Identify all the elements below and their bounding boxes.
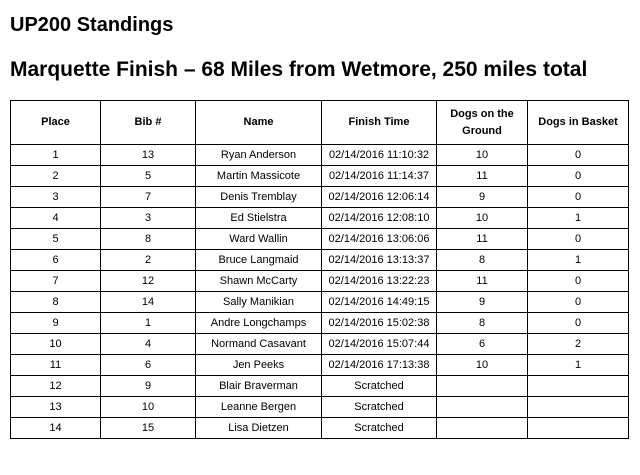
cell-name: Shawn McCarty — [196, 271, 322, 292]
cell-dogs-on-ground: 9 — [437, 292, 528, 313]
cell-name: Bruce Langmaid — [196, 250, 322, 271]
cell-place: 14 — [11, 418, 101, 439]
cell-dogs-in-basket — [528, 376, 629, 397]
cell-dogs-in-basket: 1 — [528, 355, 629, 376]
cell-dogs-in-basket: 0 — [528, 145, 629, 166]
cell-finish-time: 02/14/2016 11:14:37 — [322, 166, 437, 187]
cell-name: Denis Tremblay — [196, 187, 322, 208]
cell-name: Ed Stielstra — [196, 208, 322, 229]
table-header-row — [11, 101, 629, 145]
table-row — [11, 376, 629, 397]
cell-name: Ryan Anderson — [196, 145, 322, 166]
header-name: Name — [196, 101, 322, 145]
cell-name: Blair Braverman — [196, 376, 322, 397]
table-row — [11, 166, 629, 187]
cell-dogs-on-ground: 10 — [437, 208, 528, 229]
cell-place: 12 — [11, 376, 101, 397]
cell-bib: 13 — [101, 145, 196, 166]
cell-place: 11 — [11, 355, 101, 376]
cell-place: 1 — [11, 145, 101, 166]
cell-dogs-on-ground: 8 — [437, 250, 528, 271]
table-row — [11, 397, 629, 418]
cell-dogs-on-ground: 6 — [437, 334, 528, 355]
cell-dogs-on-ground: 11 — [437, 229, 528, 250]
cell-name: Jen Peeks — [196, 355, 322, 376]
cell-dogs-on-ground: 11 — [437, 166, 528, 187]
cell-name: Leanne Bergen — [196, 397, 322, 418]
table-row — [11, 145, 629, 166]
cell-place: 9 — [11, 313, 101, 334]
cell-name: Lisa Dietzen — [196, 418, 322, 439]
cell-dogs-in-basket: 0 — [528, 166, 629, 187]
cell-dogs-on-ground: 11 — [437, 271, 528, 292]
cell-finish-time: Scratched — [322, 397, 437, 418]
table-row — [11, 208, 629, 229]
cell-finish-time: 02/14/2016 14:49:15 — [322, 292, 437, 313]
table-row — [11, 229, 629, 250]
cell-finish-time: 02/14/2016 12:08:10 — [322, 208, 437, 229]
cell-place: 10 — [11, 334, 101, 355]
cell-place: 7 — [11, 271, 101, 292]
table-row — [11, 292, 629, 313]
cell-finish-time: 02/14/2016 13:06:06 — [322, 229, 437, 250]
cell-name: Ward Wallin — [196, 229, 322, 250]
cell-dogs-on-ground — [437, 397, 528, 418]
cell-name: Martin Massicote — [196, 166, 322, 187]
cell-dogs-on-ground — [437, 376, 528, 397]
cell-finish-time: Scratched — [322, 376, 437, 397]
cell-bib: 8 — [101, 229, 196, 250]
cell-finish-time: Scratched — [322, 418, 437, 439]
standings-table — [10, 100, 629, 439]
table-row — [11, 271, 629, 292]
cell-dogs-on-ground: 10 — [437, 355, 528, 376]
cell-place: 4 — [11, 208, 101, 229]
table-row — [11, 334, 629, 355]
cell-bib: 10 — [101, 397, 196, 418]
cell-dogs-in-basket: 1 — [528, 208, 629, 229]
table-row — [11, 313, 629, 334]
cell-finish-time: 02/14/2016 13:13:37 — [322, 250, 437, 271]
cell-bib: 3 — [101, 208, 196, 229]
cell-name: Sally Manikian — [196, 292, 322, 313]
cell-bib: 7 — [101, 187, 196, 208]
cell-dogs-in-basket: 0 — [528, 271, 629, 292]
header-place: Place — [11, 101, 101, 145]
page-subtitle: Marquette Finish – 68 Miles from Wetmore, 250 miles total — [10, 58, 588, 81]
table-row — [11, 250, 629, 271]
cell-bib: 2 — [101, 250, 196, 271]
cell-bib: 15 — [101, 418, 196, 439]
cell-bib: 4 — [101, 334, 196, 355]
header-bib: Bib # — [101, 101, 196, 145]
header-dogs-on-ground: Dogs on the Ground — [437, 101, 528, 145]
cell-finish-time: 02/14/2016 15:02:38 — [322, 313, 437, 334]
cell-dogs-on-ground: 10 — [437, 145, 528, 166]
cell-bib: 14 — [101, 292, 196, 313]
cell-place: 6 — [11, 250, 101, 271]
page-title: UP200 Standings — [10, 14, 174, 36]
cell-bib: 5 — [101, 166, 196, 187]
cell-dogs-in-basket: 0 — [528, 313, 629, 334]
table-row — [11, 418, 629, 439]
cell-place: 5 — [11, 229, 101, 250]
cell-name: Normand Casavant — [196, 334, 322, 355]
cell-bib: 12 — [101, 271, 196, 292]
cell-finish-time: 02/14/2016 11:10:32 — [322, 145, 437, 166]
cell-dogs-in-basket: 0 — [528, 187, 629, 208]
cell-place: 13 — [11, 397, 101, 418]
cell-dogs-on-ground: 8 — [437, 313, 528, 334]
cell-dogs-in-basket: 2 — [528, 334, 629, 355]
cell-dogs-in-basket: 0 — [528, 229, 629, 250]
cell-place: 2 — [11, 166, 101, 187]
cell-finish-time: 02/14/2016 12:06:14 — [322, 187, 437, 208]
table-row — [11, 355, 629, 376]
cell-dogs-in-basket — [528, 397, 629, 418]
header-finish-time: Finish Time — [322, 101, 437, 145]
cell-bib: 1 — [101, 313, 196, 334]
cell-dogs-in-basket: 1 — [528, 250, 629, 271]
cell-dogs-on-ground: 9 — [437, 187, 528, 208]
cell-finish-time: 02/14/2016 17:13:38 — [322, 355, 437, 376]
cell-bib: 6 — [101, 355, 196, 376]
cell-dogs-in-basket — [528, 418, 629, 439]
cell-finish-time: 02/14/2016 15:07:44 — [322, 334, 437, 355]
cell-place: 8 — [11, 292, 101, 313]
cell-bib: 9 — [101, 376, 196, 397]
cell-dogs-on-ground — [437, 418, 528, 439]
cell-dogs-in-basket: 0 — [528, 292, 629, 313]
header-dogs-in-basket: Dogs in Basket — [528, 101, 629, 145]
cell-name: Andre Longchamps — [196, 313, 322, 334]
cell-place: 3 — [11, 187, 101, 208]
table-row — [11, 187, 629, 208]
cell-finish-time: 02/14/2016 13:22:23 — [322, 271, 437, 292]
